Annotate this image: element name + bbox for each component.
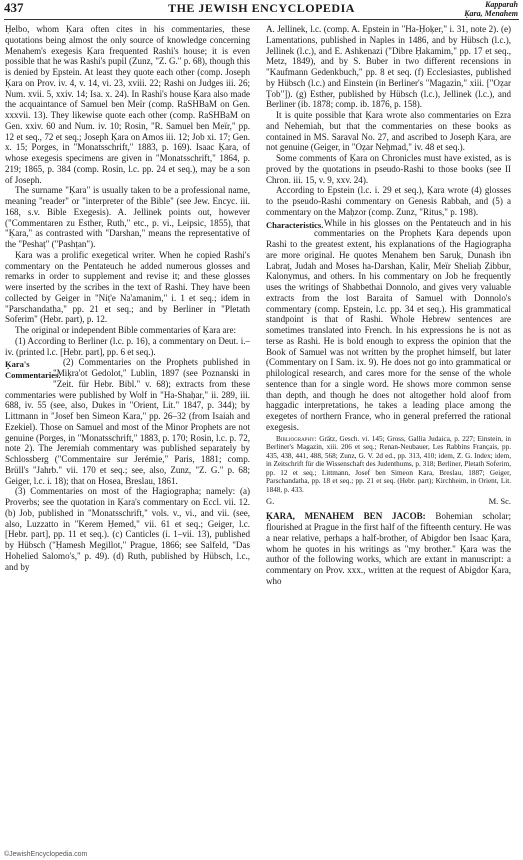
article-body: Bohemian scholar; flourished at Prague in the first half of the fifteenth century. He was a near relative, perhaps a half-brother, of Abigdor ben Isaac Ḳara, whom he quotes in his writings as "my brother." Ḳara was the author of the following works, which are extant in manuscript: a commentary on Prov. xxx., written at the request of Abigdor Ḳara, who	[266, 511, 511, 586]
bibliography-label: Bibliography:	[276, 434, 317, 443]
sidenote-characteristics: Characteristics.	[266, 219, 324, 230]
running-title: THE JEWISH ENCYCLOPEDIA	[168, 1, 355, 15]
bibliography	[266, 435, 511, 495]
left-paragraph-1: Ḥelbo, whom Ḳara often cites in his commentaries, these quotations being almost the only source of knowledge concerning Menahem's exegesis Ḳara frequented Rashi's house; it is even possible that he was Rashi's pupil (Zunz, "Z. G." p. 68), though this is denied by Epstein. At least they quote each other (comp. Joseph Ḳara on Prov. iv. 4, v. 14, vi. 23, xviii. 22; Rashi on Judges iii. 26; Num. xvii. 5, xxiv. 14; Isa. x. 24). In Rashi's house Ḳara also made the acquaintance of Samuel ben Meïr (comp. RaSHBaM on Gen. xxxvii. 13). They likewise quote each other (comp. RaSHBaM on Gen. xxiv. 60 and Num. iv. 10; Rosin, "R. Samuel ben Meïr," pp. 12 et seq., 72 et seq.; Joseph Ḳara on Amos iii. 12; Job xi. 17; Gen. x. 15; Porges, in "Monatsschrift," 1883, p. 169). Isaac Ḳara, of whose exegesis specimens are given in "Monatsschrift," 1864, p. 219; 1865, p. 384 (comp. Rosin, l.c. pp. 24 et seq.), may be a son of Joseph.	[5, 24, 250, 185]
left-paragraph-3: Ḳara was a prolific exegetical writer. When he copied Rashi's commentary on the Pentateuch he added numerous glosses and remarks in order to supplement and revise it; and these glosses were inserted by the scribes in the text of Rashi. They have been collected by Geiger in "Niṭ'e Na'amanim," i. 1 et seq.; idem in "Parschandatha," pp. 21 et seq.; and by Berliner in "Pletath Soferim" (Hebr. part), p. 12.	[5, 249, 250, 325]
page-header	[0, 0, 523, 18]
article-title: ḲARA, MENAHEM BEN JACOB:	[266, 511, 426, 522]
signature-initial: G.	[266, 495, 275, 506]
left-paragraph-2: The surname "Ḳara" is usually taken to be a professional name, meaning "reader" or "interpreter of the Bible" (see Jew. Encyc. iii. 168, s.v. Bible Exegesis). A. Jellinek points out, however ("Commentaren zu Esther, Ruth," etc., p. vi., Leipsic, 1855), that "Ḳara," as contrasted with "Darshan," means the representative of the "Peshaṭ" ("Pashṭan").	[5, 185, 250, 249]
right-paragraph-5: While in his glosses on the Pentateuch and in his commentaries on the Prophets Ḳara depends upon Rashi to the greatest extent, his explanations of the Hagiographa are more original. He quotes Menahem ben Saruḳ, Dunash ibn Labraṭ, Judah and Moses ha-Darshan, Ḳalir, Meïr Sheliaḥ Ẓibbur, Kalonymus, and others. In his commentary on Job he frequently uses the writings of Shabbethai Donnolo, and gives very valuable extracts from the lost Baraita of Samuel with Donnolo's commentary (comp. Epstein, l.c. pp. 34 et seq.). His grammatical standpoint is that of Rashi. Whole Hebrew sentences are sometimes translated into French. In his expressions he is not as terse as Rashi. He is bold enough to express the opinion that the Book of Samuel was not written by the prophet himself, but later (Commentary on I Sam. ix. 9). He does not go into grammatical or philological research, and cares more for the sense of the whole sentence than for a single word. He shows more common sense than depth, and though he does not altogether hold aloof from haggadic interpretations, he takes a leading place among the exegetes of northern France, who in general preferred the rational exegesis.	[266, 217, 511, 432]
left-paragraph-6: (2) Commentaries on the Prophets published in "Miḳra'ot Gedolot," Lublin, 1897 (see Poznanski in "Zeit. für Hebr. Bibl." v. 68); extracts from these commentaries were published by Wolf in "Ha-Shaḥar," ii. 289, iii. 688, iv. 55 (see, also, Dukes in "Orient, Lit." 1847, p. 344); by Littmann in "Josef ben Simeon Kara," pp. 26–32 (from Isaiah and Ezekiel). Those on Samuel and most of the Minor Prophets are not genuine (Porges, in "Monatsschrift," 1883, p. 170; Rosin, l.c. p. 72, note 2). The Jeremiah commentary was published separately by Schlossberg ("Commentaire sur Jerémie," Paris, 1881; comp. Brüll's "Jahrb." vii. 170 et seq.; see, also, Zunz, "Z. G." p. 68; Geiger, l.c. i. 18); that on Hosea, Breslau, 1861.	[5, 357, 250, 486]
right-paragraph-3: Some comments of Ḳara on Chronicles must have existed, as is proved by the quotations in pseudo-Rashi to those books (see II Chron. iii. 15, v. 9, xxv. 24).	[266, 153, 511, 185]
page-number: 437	[4, 0, 24, 15]
header-rule	[4, 19, 519, 20]
sidenote-commentaries: Ḳara's Commentaries.	[5, 359, 61, 380]
catchwords	[464, 0, 518, 18]
article-menahem	[266, 511, 511, 586]
right-column	[266, 24, 511, 852]
left-paragraph-4: The original or independent Bible commentaries of Ḳara are:	[15, 325, 237, 335]
author-signature	[266, 496, 511, 507]
signature-author: M. Sc.	[488, 495, 511, 506]
right-paragraph-2: It is quite possible that Ḳara wrote also commentaries on Ezra and Nehemiah, but that the commentaries on these books as contained in MS. Saraval No. 27, and ascribed to Joseph Ḳara, are not genuine (Geiger, in "Oẓar Neḥmad," iv. 48 et seq.).	[266, 110, 511, 153]
left-column	[5, 24, 250, 852]
left-paragraph-5: (1) According to Berliner (l.c. p. 16), a commentary on Deut. i.–iv. (printed l.c. [Hebr. part], pp. 6 et seq.).	[5, 335, 250, 357]
right-paragraph-4: According to Epstein (l.c. i. 29 et seq.), Ḳara wrote (4) glosses to the pseudo-Rashi commentary on Genesis Rabbah, and (5) a commentary on the Maḥzor (comp. Zunz, "Ritus," p. 198).	[266, 185, 511, 217]
catchword-first: Kapparah	[485, 0, 518, 9]
bibliography-text: Grätz, Gesch. vi. 145; Gross, Gallia Judaica, p. 227; Einstein, in Berliner's Magazin, xiii. 206 et seq.; Renan-Neubauer, Les Rabbins Français, pp. 435, 438, 441, 488, 568; Zunz, G. V. 2d ed., pp. 313, 410; idem, Z. G. Index; idem, in Zeitschrift für die Wissenschaft des Judenthums, p. 318; Berliner, Pletath Soferim, pp. 12 et seq.; Littmann, Josef ben Simeon Kara, Breslau, 1887; Geiger, Parschandatha, pp. 18 et seq.; pp. 21 et seq. (Hebr. part); Kirchheim, in Orient, Lit. 1848, p. 433.	[266, 434, 511, 495]
left-paragraph-7: (3) Commentaries on most of the Hagiographa; namely: (a) Proverbs; see the quotation in Ḳara's commentary on Eccl. vii. 12. (b) Job, published in "Monatsschrift," vols. v., vi., and vii. (see, also, Luzzatto in "Kerem Ḥemed," vii. 61 et seq.; Geiger, l.c. [Hebr. part], pp. 11 et seq.). (c) Canticles (i. 1–vii. 13), published by Hübsch ("Ḥamesh Megillot," Prague, 1866; see Salfeld, "Das Hohelied Salomo's," p. 49). (d) Ruth, published by Hübsch, l.c., and by	[5, 486, 250, 572]
catchword-last: Ḳara, Menahem	[464, 9, 518, 18]
site-credit: ©JewishEncyclopedia.com	[4, 851, 88, 858]
right-paragraph-1: A. Jellinek, l.c. (comp. A. Epstein in "Ha-Ḥoḳer," i. 31, note 2). (e) Lamentations, published in Naples in 1486, and by Hübsch (l.c.), Jellinek (l.c.), and E. Ashkenazi ("Dibre Ḥakamim," pp. 17 et seq., Metz, 1849), and by S. Buber in two different recensions in "Kaufmann Gedenkbuch," pp. 8 et seq. (f) Ecclesiastes, published by Hübsch (l.c.) and Einstein (in Berliner's "Magazin," xiii. ["Oẓar Ṭob"]). (g) Esther, published by Hübsch (l.c.), Jellinek (l.c.), and Berliner (ib. 1878; comp. ib. 1876, p. 158).	[266, 24, 511, 110]
